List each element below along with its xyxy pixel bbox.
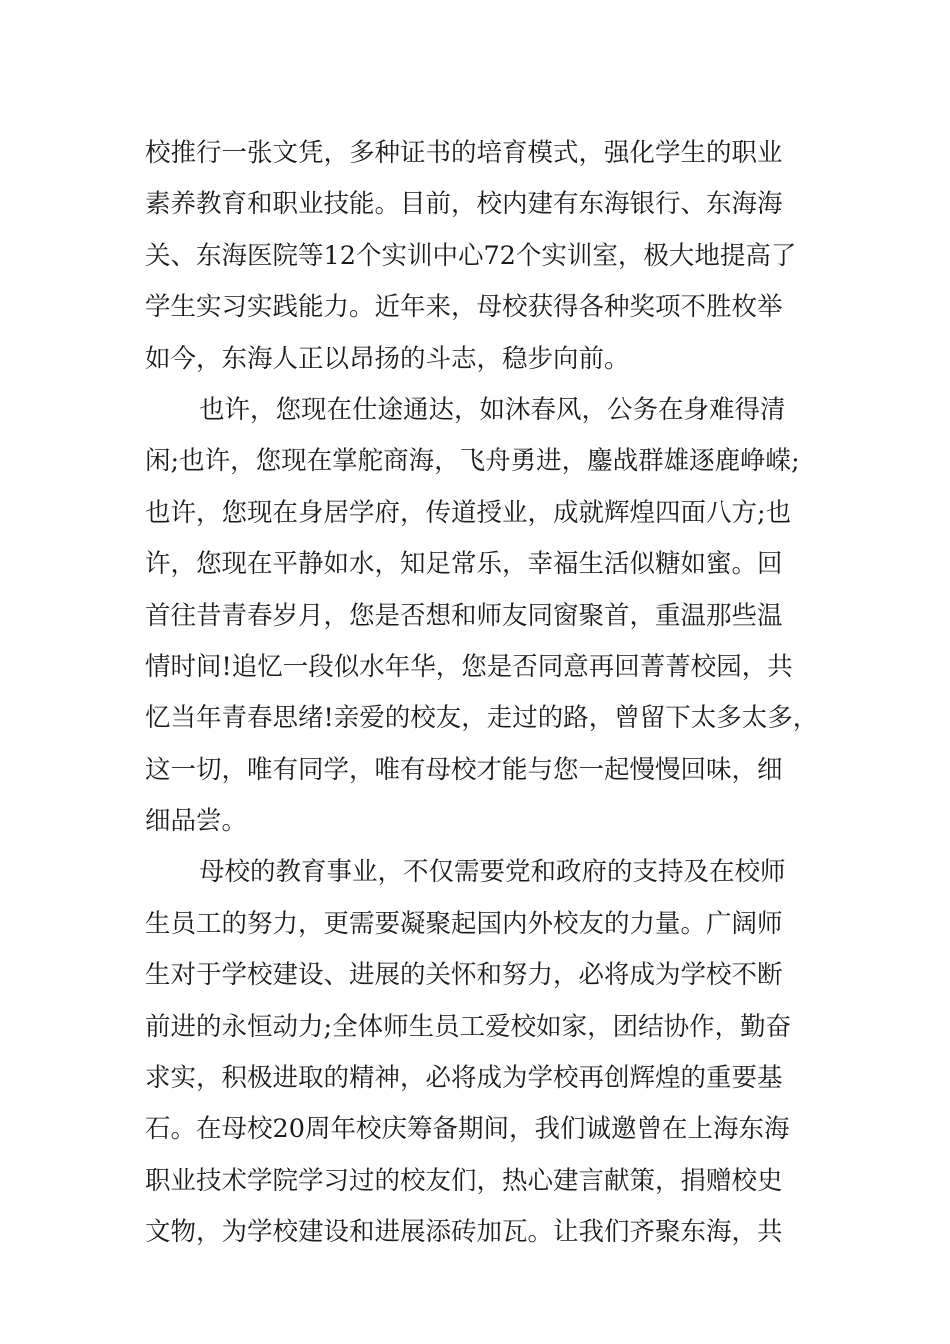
text-line: 如今，东海人正以昂扬的斗志，稳步向前。: [145, 343, 630, 374]
text-line: 校推行一张文凭，多种证书的培育模式，强化学生的职业: [145, 138, 783, 168]
text-line: 忆当年青春思绪!亲爱的校友，走过的路，曾留下太多太多，: [145, 703, 819, 734]
text-line: 前进的永恒动力;全体师生员工爱校如家，团结协作，勤奋: [145, 1011, 792, 1042]
text-line: 这一切，唯有同学，唯有母校才能与您一起慢慢回味，细: [145, 754, 783, 785]
text-line: 职业技术学院学习过的校友们，热心建言献策，捐赠校史: [145, 1165, 783, 1196]
text-line: 生员工的努力，更需要凝聚起国内外校友的力量。广阔师: [145, 908, 783, 939]
text-line: 求实，积极进取的精神，必将成为学校再创辉煌的重要基: [145, 1063, 783, 1094]
body-text: [145, 128, 835, 1259]
text-line: 首往昔青春岁月，您是否想和师友同窗聚首，重温那些温: [145, 600, 783, 631]
text-line: 石。在母校20周年校庆筹备期间，我们诚邀曾在上海东海: [145, 1114, 790, 1145]
text-line: 细品尝。: [145, 806, 248, 837]
text-line: 生对于学校建设、进展的关怀和努力，必将成为学校不断: [145, 960, 783, 991]
text-line: 许，您现在平静如水，知足常乐，幸福生活似糖如蜜。回: [145, 549, 783, 580]
text-line: 情时间!追忆一段似水年华，您是否同意再回菁菁校园，共: [145, 651, 793, 682]
paragraph-start-line: 也许，您现在仕途通达，如沐春风，公务在身难得清: [199, 394, 786, 425]
text-line: 闲;也许，您现在掌舵商海，飞舟勇进，鏖战群雄逐鹿峥嵘;: [145, 446, 800, 477]
text-line: 学生实习实践能力。近年来，母校获得各种奖项不胜枚举: [145, 292, 783, 323]
text-line: 文物，为学校建设和进展添砖加瓦。让我们齐聚东海，共: [145, 1217, 783, 1248]
text-line: 素养教育和职业技能。目前，校内建有东海银行、东海海: [145, 189, 783, 220]
paragraph-start-line: 母校的教育事业，不仅需要党和政府的支持及在校师: [199, 857, 786, 888]
text-line: 关、东海医院等12个实训中心72个实训室，极大地提高了: [145, 240, 797, 271]
text-line: 也许，您现在身居学府，传道授业，成就辉煌四面八方;也: [145, 497, 792, 528]
